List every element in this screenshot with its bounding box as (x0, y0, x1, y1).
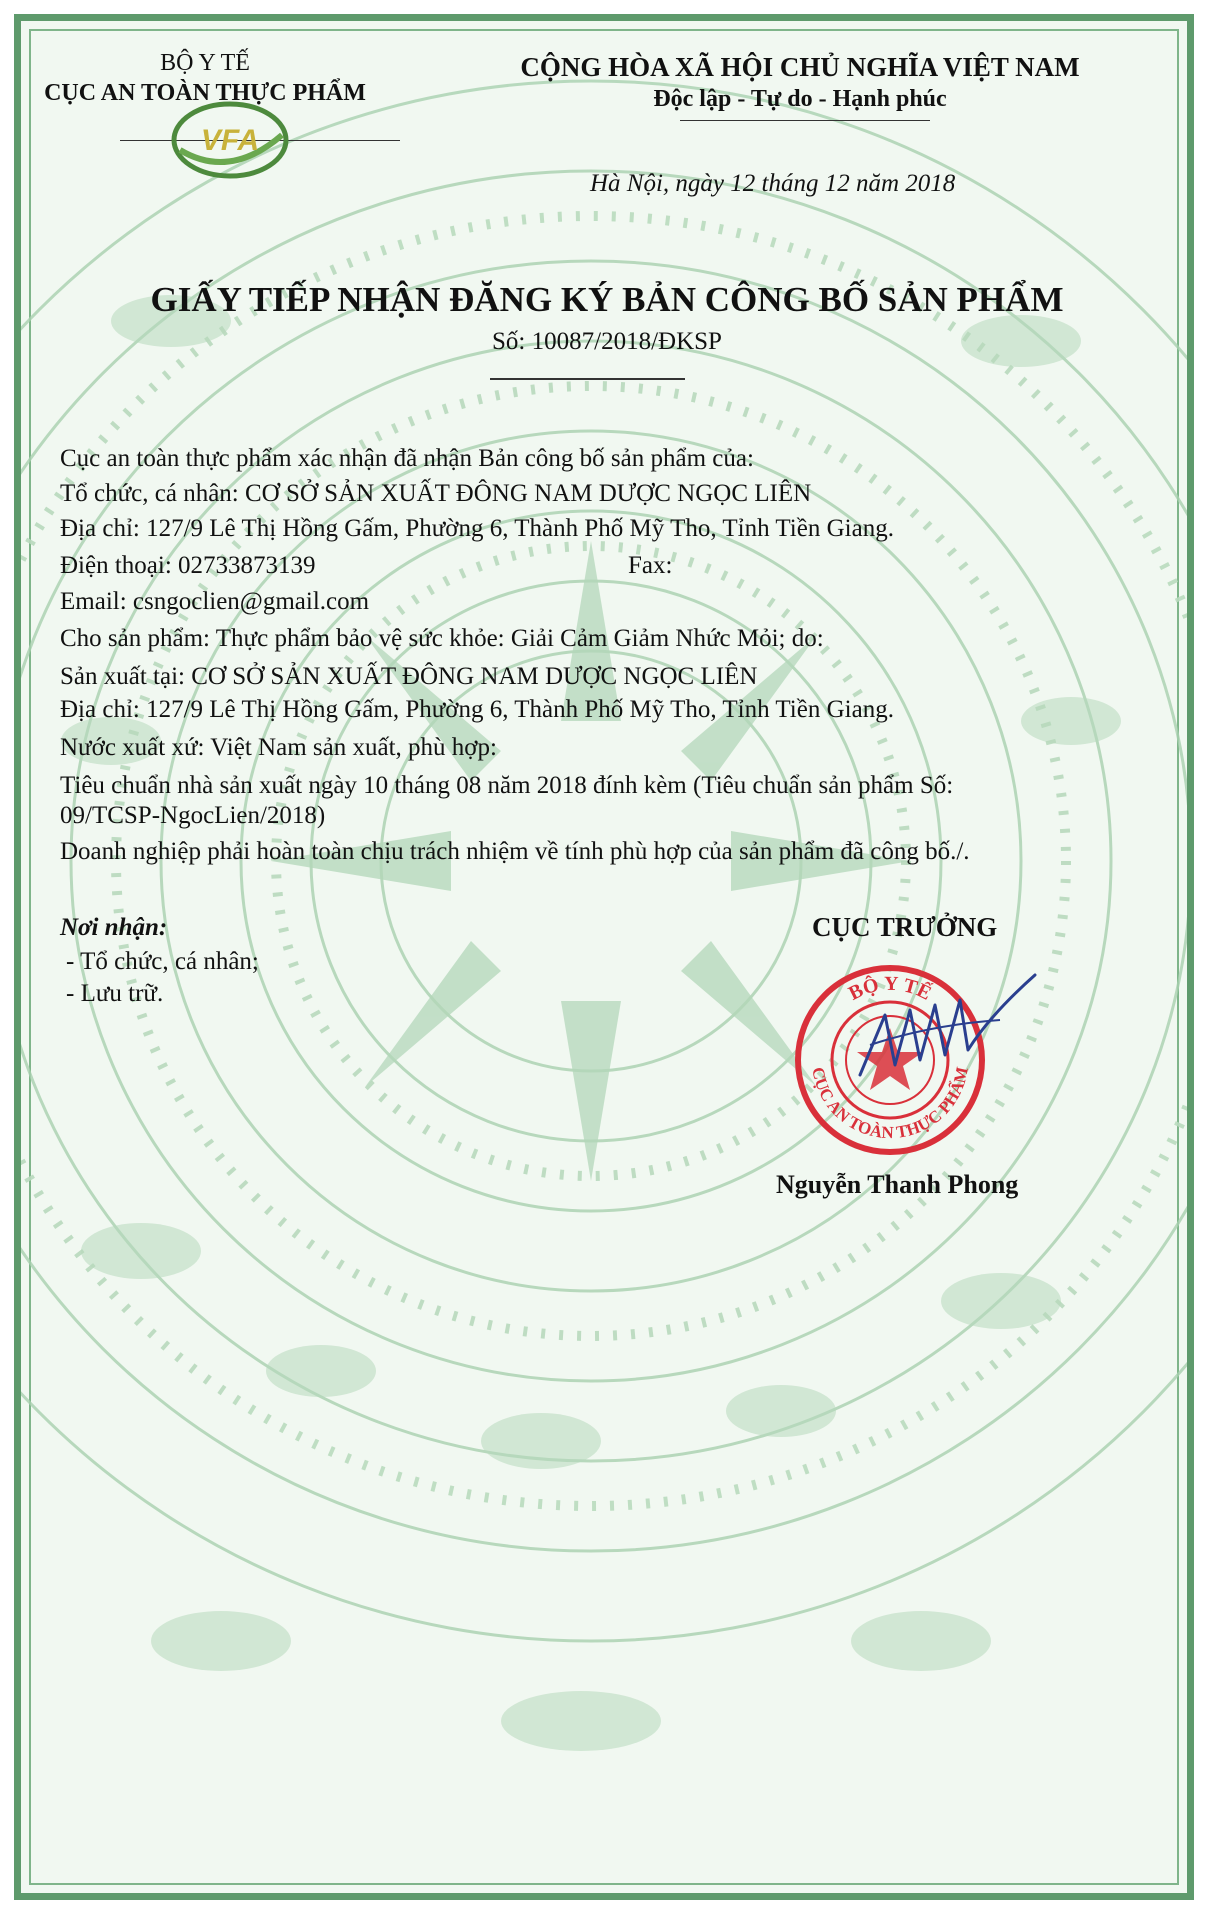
intro-text: Cục an toàn thực phẩm xác nhận đã nhận Bản công bố sản phẩm của: (60, 445, 754, 472)
ministry-name: BỘ Y TẾ (160, 50, 250, 76)
vfa-logo (170, 100, 290, 180)
manufacturer-line: Sản xuất tại: CƠ SỞ SẢN XUẤT ĐÔNG NAM DƯỢC NGỌC LIÊN (60, 663, 758, 690)
svg-text:CỤC AN TOÀN THỰC PHẨM: CỤC AN TOÀN THỰC PHẨM (808, 1065, 972, 1143)
recipient-item: - Lưu trữ. (66, 980, 164, 1007)
recipient-item: - Tổ chức, cá nhân; (66, 948, 259, 975)
organization-line: Tổ chức, cá nhân: CƠ SỞ SẢN XUẤT ĐÔNG NAM DƯỢC NGỌC LIÊN (60, 480, 812, 507)
motto-underline (680, 120, 930, 121)
origin-line: Nước xuất xứ: Việt Nam sản xuất, phù hợp: (60, 734, 497, 761)
responsibility-line: Doanh nghiệp phải hoàn toàn chịu trách nhiệm về tính phù hợp của sản phẩm đã công bố./. (60, 838, 970, 865)
national-motto: Độc lập - Tự do - Hạnh phúc (653, 86, 947, 112)
signer-position: CỤC TRƯỞNG (812, 912, 998, 942)
fax-line: Fax: (628, 552, 673, 579)
place-date: Hà Nội, ngày 12 tháng 12 năm 2018 (590, 170, 956, 197)
svg-text:BỘ Y TẾ: BỘ Y TẾ (845, 972, 935, 1005)
document-number: Số: 10087/2018/ĐKSP (492, 328, 722, 355)
address-line-1: Địa chỉ: 127/9 Lê Thị Hồng Gấm, Phường 6, Thành Phố Mỹ Tho, Tỉnh Tiền Giang. (60, 515, 894, 542)
phone-line: Điện thoại: 02733873139 (60, 552, 316, 579)
standard-line-2: 09/TCSP-NgocLien/2018) (60, 802, 326, 829)
logo-text: VFA (200, 124, 260, 157)
address-line-2: Địa chỉ: 127/9 Lê Thị Hồng Gấm, Phường 6, Thành Phố Mỹ Tho, Tỉnh Tiền Giang. (60, 696, 894, 723)
signer-name: Nguyễn Thanh Phong (776, 1170, 1019, 1199)
standard-line-1: Tiêu chuẩn nhà sản xuất ngày 10 tháng 08 năm 2018 đính kèm (Tiêu chuẩn sản phẩm Số: (60, 772, 954, 799)
handwritten-signature (840, 955, 1040, 1135)
email-line: Email: csngoclien@gmail.com (60, 588, 370, 615)
product-line: Cho sản phẩm: Thực phẩm bảo vệ sức khỏe: Giải Cảm Giảm Nhức Mỏi; do: (60, 625, 824, 652)
title-underline (490, 378, 685, 380)
agency-name: CỤC AN TOÀN THỰC PHẨM (44, 80, 366, 106)
republic-name: CỘNG HÒA XÃ HỘI CHỦ NGHĨA VIỆT NAM (520, 52, 1080, 82)
document-title: GIẤY TIẾP NHẬN ĐĂNG KÝ BẢN CÔNG BỐ SẢN PHẨM (150, 280, 1064, 319)
recipients-label: Nơi nhận: (60, 914, 168, 941)
